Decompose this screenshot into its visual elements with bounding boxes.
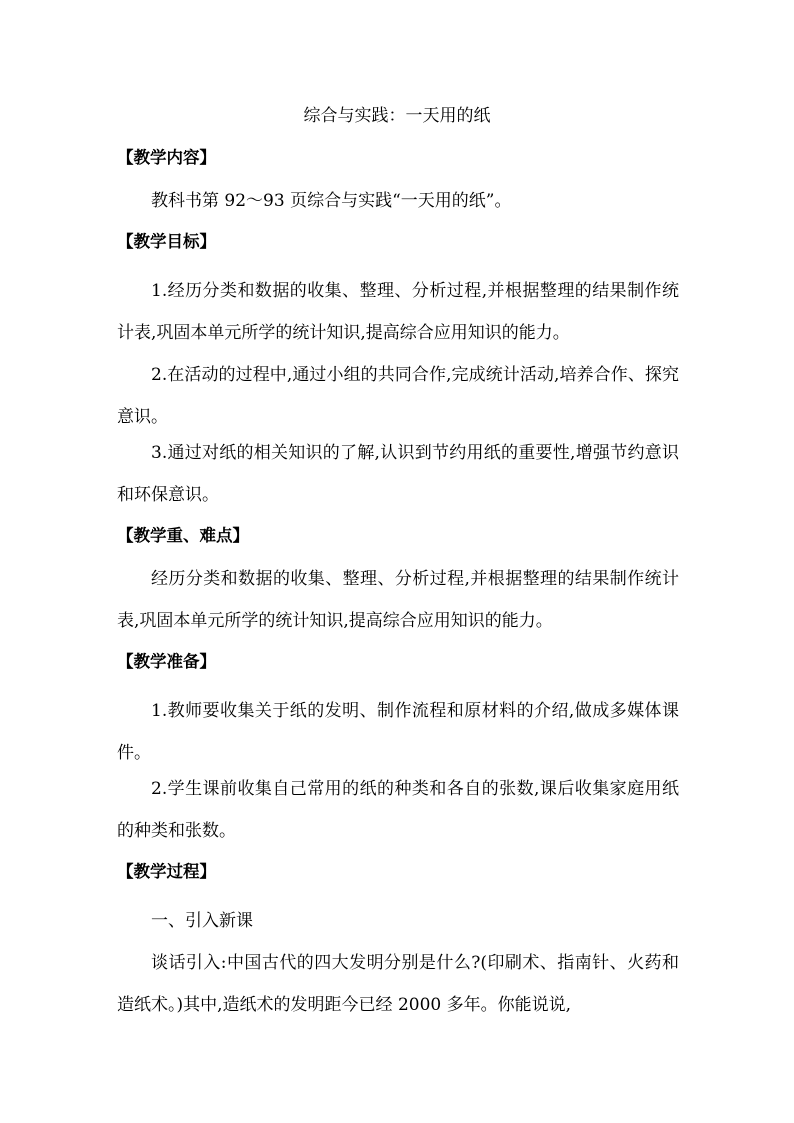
paragraph: 教科书第 92～93 页综合与实践“一天用的纸”。 bbox=[151, 191, 512, 211]
paragraph: 2.在活动的过程中,通过小组的共同合作,完成统计活动,培养合作、探究意识。 bbox=[117, 365, 679, 427]
heading-teaching-process: 【教学过程】 bbox=[117, 862, 216, 881]
document-title: 综合与实践：一天用的纸 bbox=[303, 106, 491, 126]
heading-teaching-preparation: 【教学准备】 bbox=[117, 652, 216, 671]
paragraph: 1.教师要收集关于纸的发明、制作流程和原材料的介绍,做成多媒体课件。 bbox=[117, 701, 679, 763]
document-body bbox=[117, 144, 679, 1026]
paragraph: 1.经历分类和数据的收集、整理、分析过程,并根据整理的结果制作统计表,巩固本单元所学的统计知识,提高综合应用知识的能力。 bbox=[117, 281, 679, 343]
heading-teaching-content: 【教学内容】 bbox=[117, 148, 216, 167]
paragraph: 一、引入新课 bbox=[151, 911, 253, 931]
heading-teaching-goals: 【教学目标】 bbox=[117, 232, 216, 251]
paragraph: 经历分类和数据的收集、整理、分析过程,并根据整理的结果制作统计表,巩固本单元所学的统计知识,提高综合应用知识的能力。 bbox=[117, 569, 679, 631]
paragraph: 2.学生课前收集自己常用的纸的种类和各自的张数,课后收集家庭用纸的种类和张数。 bbox=[117, 779, 679, 841]
paragraph: 谈话引入:中国古代的四大发明分别是什么?(印刷术、指南针、火药和造纸术。)其中,造纸术的发明距今已经 2000 多年。你能说说, bbox=[117, 953, 679, 1015]
heading-key-difficult-points: 【教学重、难点】 bbox=[117, 526, 249, 545]
paragraph: 3.通过对纸的相关知识的了解,认识到节约用纸的重要性,增强节约意识和环保意识。 bbox=[117, 443, 679, 505]
